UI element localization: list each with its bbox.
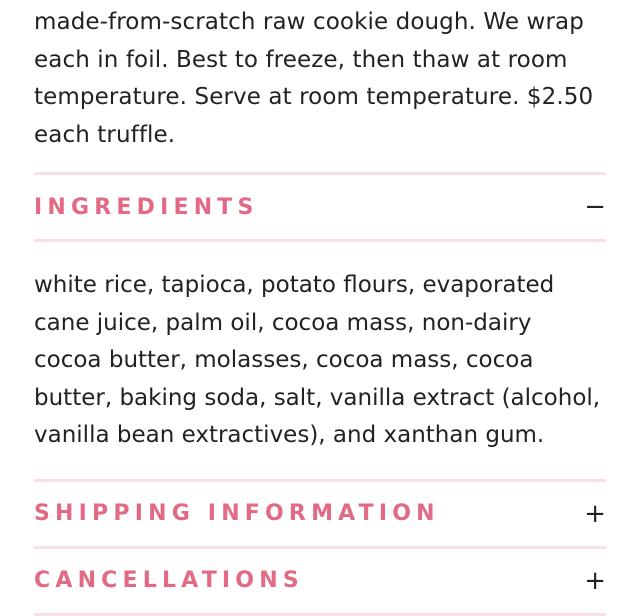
section-title: INGREDIENTS bbox=[34, 194, 259, 220]
description-line: temperature. Serve at room temperature. $2.50 bbox=[34, 84, 594, 110]
ingredients-line: cane juice, palm oil, cocoa mass, non-dairy bbox=[34, 309, 532, 336]
ingredients-line: cocoa butter, molasses, cocoa mass, cocoa bbox=[34, 347, 534, 373]
accordion-header-shipping-information[interactable] bbox=[34, 482, 606, 546]
description-line: made-from-scratch raw cookie dough. We wrap bbox=[34, 9, 584, 35]
description-line: each in foil. Best to freeze, then thaw at room bbox=[34, 46, 568, 73]
ingredients-line: white rice, tapioca, potato flours, evaporated bbox=[34, 272, 555, 298]
plus-icon[interactable]: + bbox=[584, 565, 606, 596]
ingredients-panel bbox=[34, 242, 606, 479]
product-details bbox=[34, 0, 606, 616]
section-title: CANCELLATIONS bbox=[34, 568, 304, 593]
accordion-header-cancellations[interactable] bbox=[34, 549, 606, 613]
divider bbox=[34, 613, 606, 616]
description-line: each truffle. bbox=[34, 121, 176, 148]
ingredients-line: butter, baking soda, salt, vanilla extract (alcohol, bbox=[34, 384, 601, 411]
plus-icon[interactable]: + bbox=[584, 498, 606, 529]
product-description bbox=[34, 0, 606, 154]
ingredients-line: vanilla bean extractives), and xanthan gum. bbox=[34, 422, 545, 448]
section-title: SHIPPING INFORMATION bbox=[34, 501, 440, 526]
accordion-header-ingredients[interactable] bbox=[34, 175, 606, 239]
minus-icon[interactable]: − bbox=[584, 192, 606, 222]
